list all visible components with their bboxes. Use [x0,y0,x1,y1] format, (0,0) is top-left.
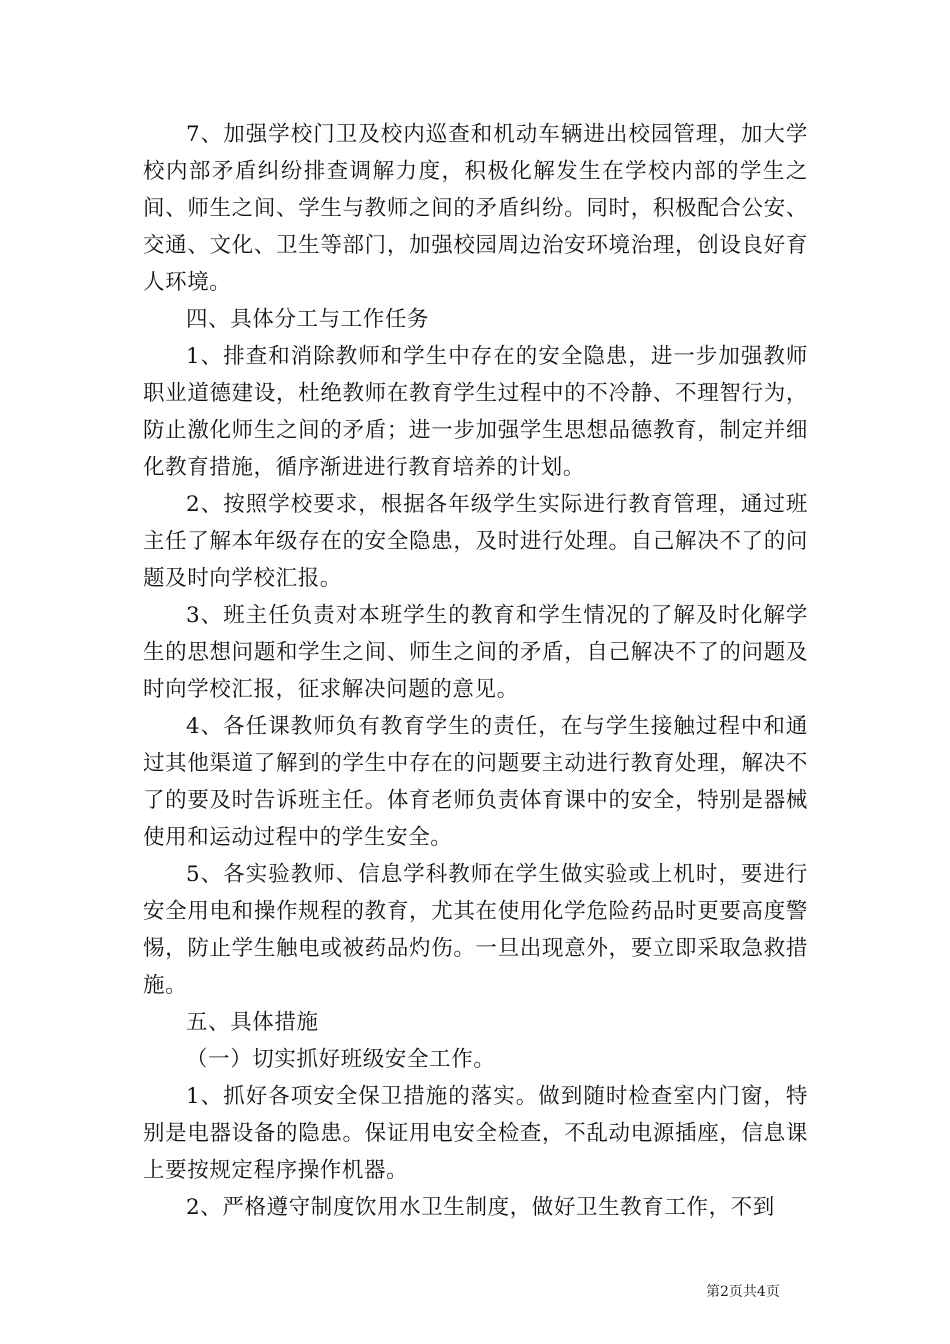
section-heading-5: 五、具体措施 [186,1010,319,1035]
document-body [143,116,808,1226]
paragraph-item-7: 7、加强学校门卫及校内巡查和机动车辆进出校园管理，加大学校内部矛盾纠纷排查调解力度，积极化解发生在学校内部的学生之间、师生之间、学生与教师之间的矛盾纠纷。同时，积极配合公安、交通、文化、卫生等部门，加强校园周边治安环境治理，创设良好育人环境。 [143,122,808,295]
subsection-heading-1: （一）切实抓好班级安全工作。 [186,1047,496,1072]
paragraph-task-5: 5、各实验教师、信息学科教师在学生做实验或上机时，要进行安全用电和操作规程的教育，尤其在使用化学危险药品时更要高度警惕，防止学生触电或被药品灼伤。一旦出现意外，要立即采取急救措施。 [143,862,808,998]
page-number-footer: 第2页共4页 [706,1284,780,1300]
paragraph-measure-2: 2、严格遵守制度饮用水卫生制度，做好卫生教育工作，不到 [186,1195,775,1220]
paragraph-task-1: 1、排查和消除教师和学生中存在的安全隐患，进一步加强教师职业道德建设，杜绝教师在教育学生过程中的不冷静、不理智行为，防止激化师生之间的矛盾；进一步加强学生思想品德教育，制定并细化教育措施，循序渐进进行教育培养的计划。 [143,344,808,480]
paragraph-task-3: 3、班主任负责对本班学生的教育和学生情况的了解及时化解学生的思想问题和学生之间、师生之间的矛盾，自己解决不了的问题及时向学校汇报，征求解决问题的意见。 [143,603,808,702]
paragraph-measure-1: 1、抓好各项安全保卫措施的落实。做到随时检查室内门窗，特别是电器设备的隐患。保证用电安全检查，不乱动电源插座，信息课上要按规定程序操作机器。 [143,1084,808,1183]
paragraph-task-4: 4、各任课教师负有教育学生的责任，在与学生接触过程中和通过其他渠道了解到的学生中存在的问题要主动进行教育处理，解决不了的要及时告诉班主任。体育老师负责体育课中的安全，特别是器械使用和运动过程中的学生安全。 [143,714,808,850]
paragraph-task-2: 2、按照学校要求，根据各年级学生实际进行教育管理，通过班主任了解本年级存在的安全隐患，及时进行处理。自己解决不了的问题及时向学校汇报。 [143,492,808,591]
section-heading-4: 四、具体分工与工作任务 [186,307,430,332]
